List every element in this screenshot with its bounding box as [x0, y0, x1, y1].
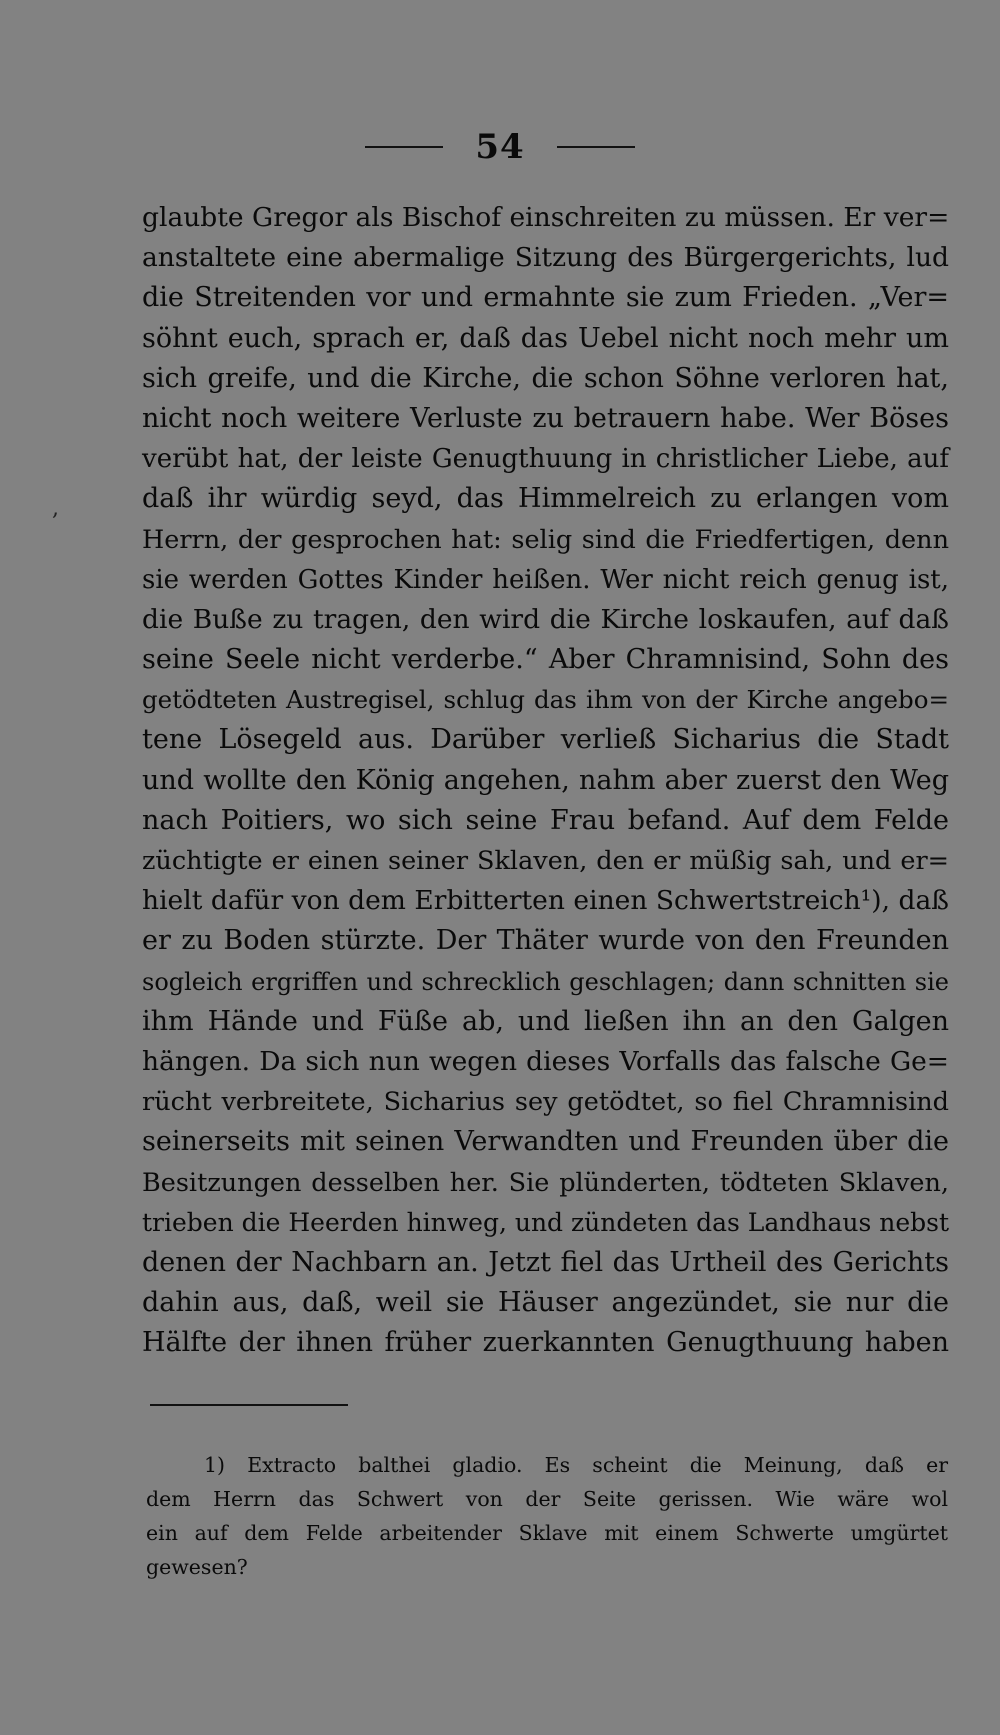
text-line: verübt hat, der leiste Genugthuung in christlicher Liebe, auf — [142, 444, 949, 475]
text-line: söhnt euch, sprach er, daß das Uebel nicht noch mehr um — [142, 322, 949, 354]
text-line: die Streitenden vor und ermahnte sie zum Frieden. „Ver= — [142, 282, 949, 314]
text-line: züchtigte er einen seiner Sklaven, den er müßig sah, und er= — [142, 846, 949, 876]
text-line: tene Lösegeld aus. Darüber verließ Sicharius die Stadt — [142, 724, 949, 756]
text-line: hängen. Da sich nun wegen dieses Vorfalls das falsche Ge= — [142, 1045, 949, 1077]
footnote — [146, 1448, 948, 1584]
footnote-line: ein auf dem Felde arbeitender Sklave mit einem Schwerte umgürtet — [146, 1521, 948, 1545]
text-line: seine Seele nicht verderbe.“ Aber Chramnisind, Sohn des — [142, 644, 949, 676]
text-line: er zu Boden stürzte. Der Thäter wurde von den Freunden — [142, 925, 949, 957]
body-text — [142, 198, 949, 1363]
text-line: rücht verbreitete, Sicharius sey getödtet, so fiel Chramnisind — [142, 1087, 949, 1118]
text-line: denen der Nachbarn an. Jetzt fiel das Urtheil des Gerichts — [142, 1246, 949, 1278]
text-line: die Buße zu tragen, den wird die Kirche loskaufen, auf daß — [142, 603, 949, 635]
text-line: und wollte den König angehen, nahm aber zuerst den Weg — [142, 764, 949, 796]
text-line: getödteten Austregisel, schlug das ihm von der Kirche angebo= — [142, 685, 949, 715]
margin-speck: , — [52, 496, 59, 521]
page-header — [0, 122, 1000, 172]
text-line: sie werden Gottes Kinder heißen. Wer nicht reich genug ist, — [142, 564, 949, 595]
footnote-line: 1) Extracto balthei gladio. Es scheint die Meinung, daß er — [204, 1453, 948, 1477]
footnote-divider — [150, 1404, 348, 1406]
text-line: glaubte Gregor als Bischof einschreiten zu müssen. Er ver= — [142, 202, 950, 233]
text-line: sogleich ergriffen und schrecklich geschlagen; dann schnitten sie — [142, 967, 949, 996]
footnote-line: gewesen? — [146, 1555, 248, 1579]
text-line: seinerseits mit seinen Verwandten und Freunden über die — [142, 1126, 949, 1158]
text-line: hielt dafür von dem Erbitterten einen Schwertstreich¹), daß — [142, 885, 949, 917]
text-line: daß ihr würdig seyd, das Himmelreich zu erlangen vom — [142, 483, 949, 515]
page-number: 54 — [475, 127, 525, 167]
text-line: trieben die Heerden hinweg, und zündeten das Landhaus nebst — [142, 1207, 950, 1237]
text-line: ihm Hände und Füße ab, und ließen ihn an den Galgen — [142, 1005, 949, 1037]
text-line: sich greife, und die Kirche, die schon Söhne verloren hat, — [142, 362, 949, 394]
text-line: Herrn, der gesprochen hat: selig sind die Friedfertigen, denn — [142, 524, 949, 555]
text-line: Besitzungen desselben her. Sie plünderten, tödteten Sklaven, — [142, 1167, 949, 1198]
header-rule-left — [365, 146, 443, 148]
text-line: dahin aus, daß, weil sie Häuser angezündet, sie nur die — [142, 1287, 949, 1319]
text-line: nicht noch weitere Verluste zu betrauern habe. Wer Böses — [142, 402, 949, 434]
footnote-line: dem Herrn das Schwert von der Seite gerissen. Wie wäre wol — [146, 1487, 948, 1511]
header-rule-right — [557, 146, 635, 148]
text-line: Hälfte der ihnen früher zuerkannten Genugthuung haben — [142, 1327, 949, 1359]
text-line: nach Poitiers, wo sich seine Frau befand. Auf dem Felde — [142, 804, 949, 836]
text-line: anstaltete eine abermalige Sitzung des Bürgergerichts, lud — [142, 242, 949, 274]
